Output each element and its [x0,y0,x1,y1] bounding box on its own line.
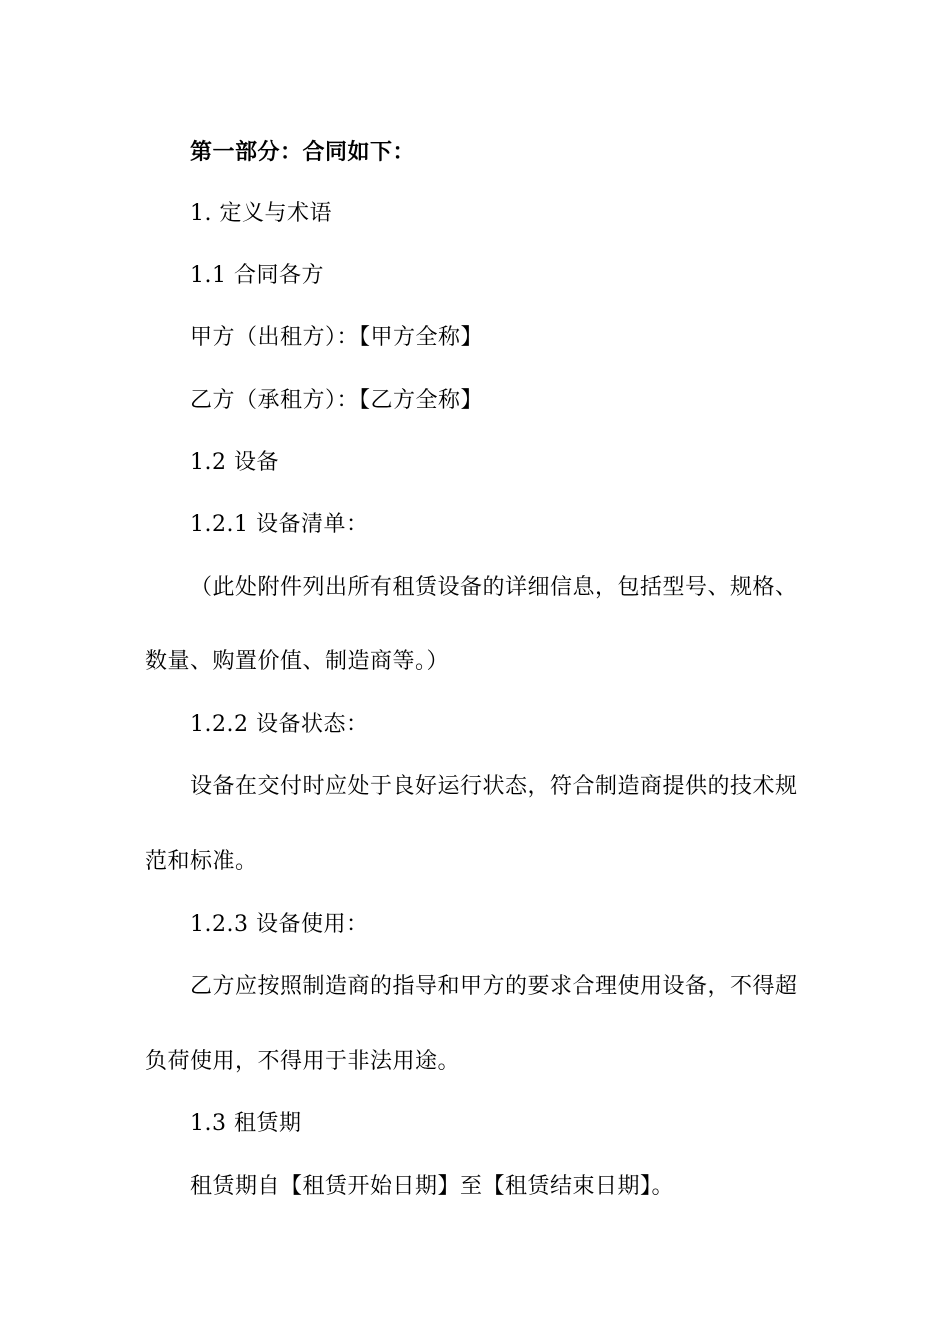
equipment-status-paragraph-line-2: 范和标准。 [145,849,258,874]
part-heading: 第一部分：合同如下： [190,139,416,165]
section-1-1-heading: 1.1 合同各方 [190,263,324,288]
party-a-line: 甲方（出租方）：【甲方全称】 [190,325,484,350]
section-1-2-3-heading: 1.2.3 设备使用： [190,912,369,937]
equipment-list-paragraph-line-1: （此处附件列出所有租赁设备的详细信息，包括型号、规格、 [190,575,798,600]
section-1-2-1-heading: 1.2.1 设备清单： [190,512,369,537]
section-1-heading: 1. 定义与术语 [190,201,332,226]
equipment-list-paragraph-line-2: 数量、购置价值、制造商等。） [145,649,450,674]
section-1-2-2-heading: 1.2.2 设备状态： [190,712,369,737]
section-1-2-heading: 1.2 设备 [190,450,279,475]
party-b-line: 乙方（承租方）：【乙方全称】 [190,388,484,413]
section-1-3-heading: 1.3 租赁期 [190,1111,302,1136]
equipment-use-paragraph-line-2: 负荷使用，不得用于非法用途。 [145,1049,461,1074]
equipment-status-paragraph-line-1: 设备在交付时应处于良好运行状态，符合制造商提供的技术规 [190,774,798,799]
equipment-use-paragraph-line-1: 乙方应按照制造商的指导和甲方的要求合理使用设备，不得超 [190,974,798,999]
lease-term-paragraph: 租赁期自【租赁开始日期】至【租赁结束日期】。 [190,1174,675,1199]
